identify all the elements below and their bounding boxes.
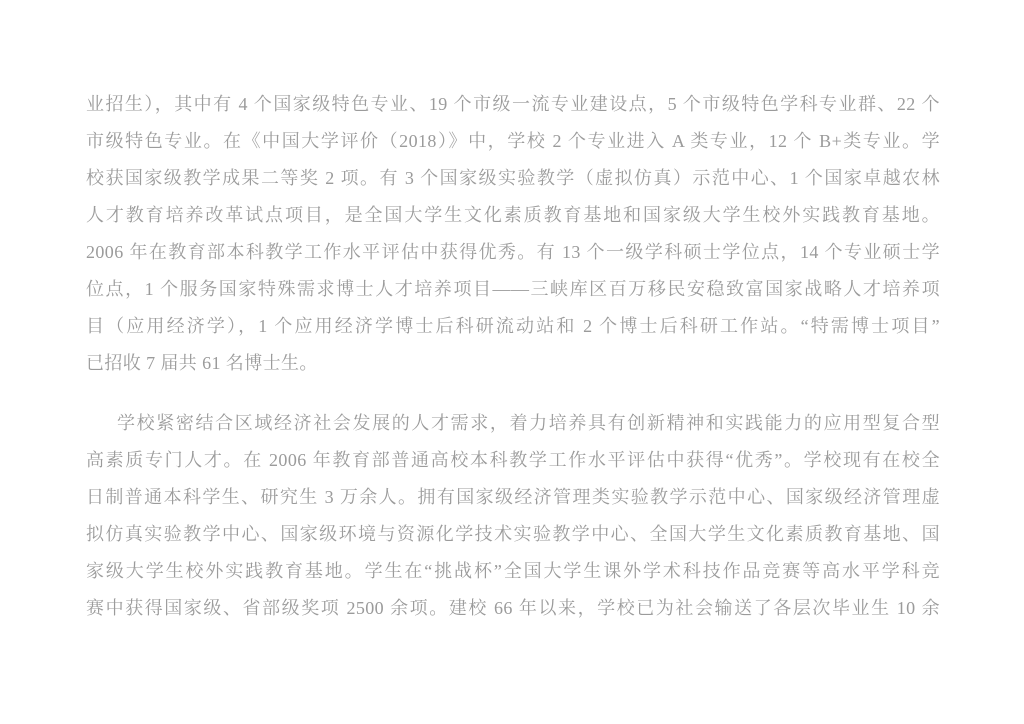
text-line: 日制普通本科学生、研究生 3 万余人。拥有国家级经济管理类实验教学示范中心、国家级经济管理虚 — [86, 487, 940, 507]
text-line: 目（应用经济学），1 个应用经济学博士后科研流动站和 2 个博士后科研工作站。“特需博士项目” — [86, 316, 940, 336]
text-line: 学校紧密结合区域经济社会发展的人才需求，着力培养具有创新精神和实践能力的应用型复合型 — [117, 413, 940, 433]
text-line: 拟仿真实验教学中心、国家级环境与资源化学技术实验教学中心、全国大学生文化素质教育基地、国 — [86, 524, 940, 544]
text-column — [86, 86, 940, 627]
paragraph-1 — [86, 86, 940, 382]
text-line: 位点，1 个服务国家特殊需求博士人才培养项目——三峡库区百万移民安稳致富国家战略人才培养项 — [86, 279, 940, 299]
text-line: 人才教育培养改革试点项目，是全国大学生文化素质教育基地和国家级大学生校外实践教育基地。 — [86, 205, 940, 225]
text-line: 赛中获得国家级、省部级奖项 2500 余项。建校 66 年以来，学校已为社会输送了各层次毕业生 10 余 — [86, 598, 940, 618]
text-line: 家级大学生校外实践教育基地。学生在“挑战杯”全国大学生课外学术科技作品竞赛等高水平学科竞 — [86, 561, 940, 581]
text-line: 市级特色专业。在《中国大学评价（2018）》中，学校 2 个专业进入 A 类专业，12 个 B+类专业。学 — [86, 131, 940, 151]
text-line: 校获国家级教学成果二等奖 2 项。有 3 个国家级实验教学（虚拟仿真）示范中心、1 个国家卓越农林 — [86, 168, 940, 188]
text-line: 业招生），其中有 4 个国家级特色专业、19 个市级一流专业建设点，5 个市级特色学科专业群、22 个 — [86, 94, 940, 114]
paragraph-2 — [86, 405, 940, 627]
text-line: 高素质专门人才。在 2006 年教育部普通高校本科教学工作水平评估中获得“优秀”。学校现有在校全 — [86, 450, 940, 470]
text-line: 已招收 7 届共 61 名博士生。 — [86, 353, 318, 373]
text-line: 2006 年在教育部本科教学工作水平评估中获得优秀。有 13 个一级学科硕士学位点，14 个专业硕士学 — [86, 242, 940, 262]
